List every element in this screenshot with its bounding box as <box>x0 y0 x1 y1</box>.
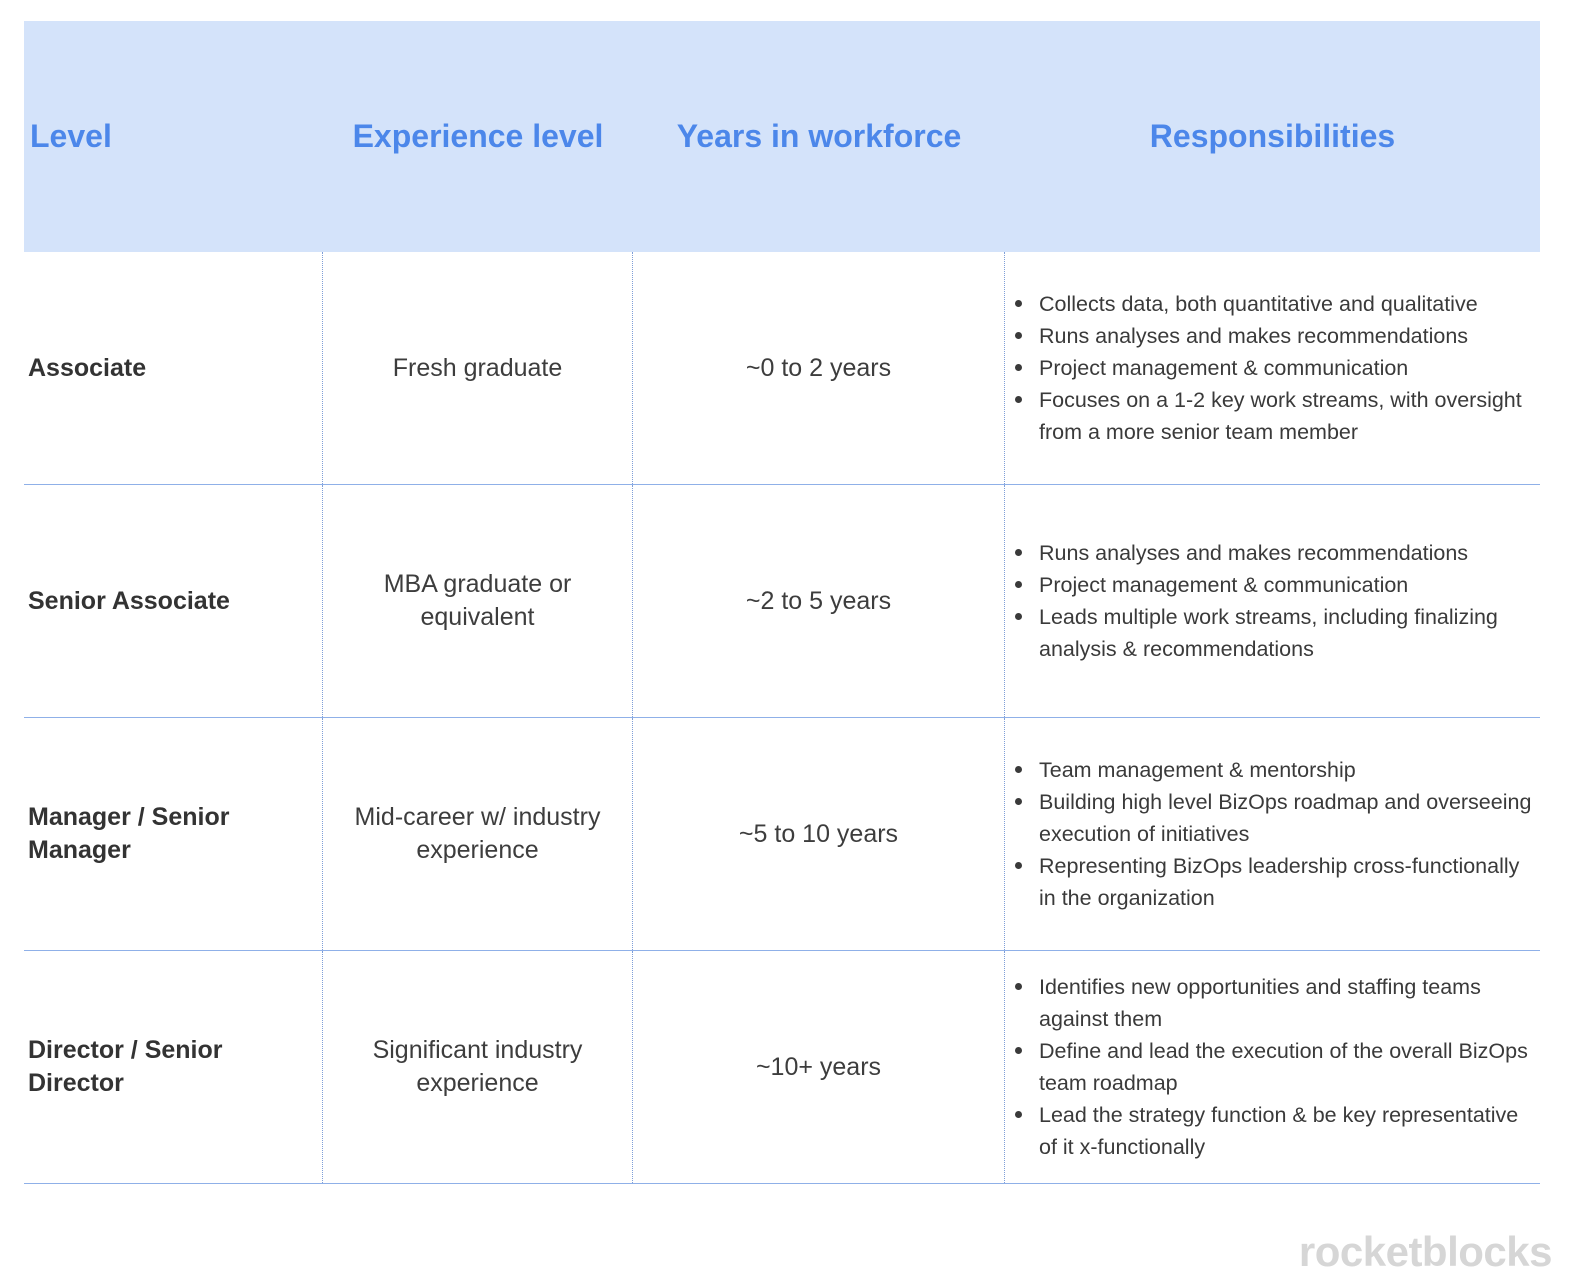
experience-cell: MBA graduate or equivalent <box>323 485 633 717</box>
years-cell: ~0 to 2 years <box>633 252 1005 484</box>
list-item: Building high level BizOps roadmap and overseeing execution of initiatives <box>1039 786 1534 850</box>
level-cell: Director / Senior Director <box>24 951 323 1183</box>
responsibilities-list <box>1009 537 1534 665</box>
level-cell: Associate <box>24 252 323 484</box>
years-cell: ~10+ years <box>633 951 1005 1183</box>
list-item: Collects data, both quantitative and qualitative <box>1039 288 1534 320</box>
levels-table <box>24 21 1540 1184</box>
level-cell: Senior Associate <box>24 485 323 717</box>
experience-cell: Fresh graduate <box>323 252 633 484</box>
header-years-in-workforce: Years in workforce <box>676 118 962 154</box>
list-item: Runs analyses and makes recommendations <box>1039 537 1534 569</box>
responsibilities-list <box>1009 754 1534 914</box>
responsibilities-cell <box>1005 718 1540 950</box>
rocketblocks-logo: rocketblocks <box>1298 1228 1552 1275</box>
table-row <box>24 252 1540 485</box>
table-row <box>24 485 1540 718</box>
years-cell: ~5 to 10 years <box>633 718 1005 950</box>
responsibilities-cell <box>1005 252 1540 484</box>
list-item: Representing BizOps leadership cross-functionally in the organization <box>1039 850 1534 914</box>
list-item: Identifies new opportunities and staffing teams against them <box>1039 971 1534 1035</box>
responsibilities-list <box>1009 971 1534 1163</box>
years-cell: ~2 to 5 years <box>633 485 1005 717</box>
level-cell: Manager / Senior Manager <box>24 718 323 950</box>
responsibilities-cell <box>1005 951 1540 1183</box>
list-item: Lead the strategy function & be key representative of it x-functionally <box>1039 1099 1534 1163</box>
experience-cell: Mid-career w/ industry experience <box>323 718 633 950</box>
header-level: Level <box>30 118 112 154</box>
list-item: Define and lead the execution of the overall BizOps team roadmap <box>1039 1035 1534 1099</box>
header-responsibilities: Responsibilities <box>1149 118 1396 154</box>
list-item: Focuses on a 1-2 key work streams, with oversight from a more senior team member <box>1039 384 1534 448</box>
list-item: Team management & mentorship <box>1039 754 1534 786</box>
responsibilities-cell <box>1005 485 1540 717</box>
header-experience-level: Experience level <box>352 118 604 154</box>
list-item: Project management & communication <box>1039 352 1534 384</box>
list-item: Leads multiple work streams, including finalizing analysis & recommendations <box>1039 601 1534 665</box>
responsibilities-list <box>1009 288 1534 448</box>
table-row <box>24 718 1540 951</box>
experience-cell: Significant industry experience <box>323 951 633 1183</box>
list-item: Runs analyses and makes recommendations <box>1039 320 1534 352</box>
table-row <box>24 951 1540 1184</box>
list-item: Project management & communication <box>1039 569 1534 601</box>
table-header <box>24 21 1540 252</box>
